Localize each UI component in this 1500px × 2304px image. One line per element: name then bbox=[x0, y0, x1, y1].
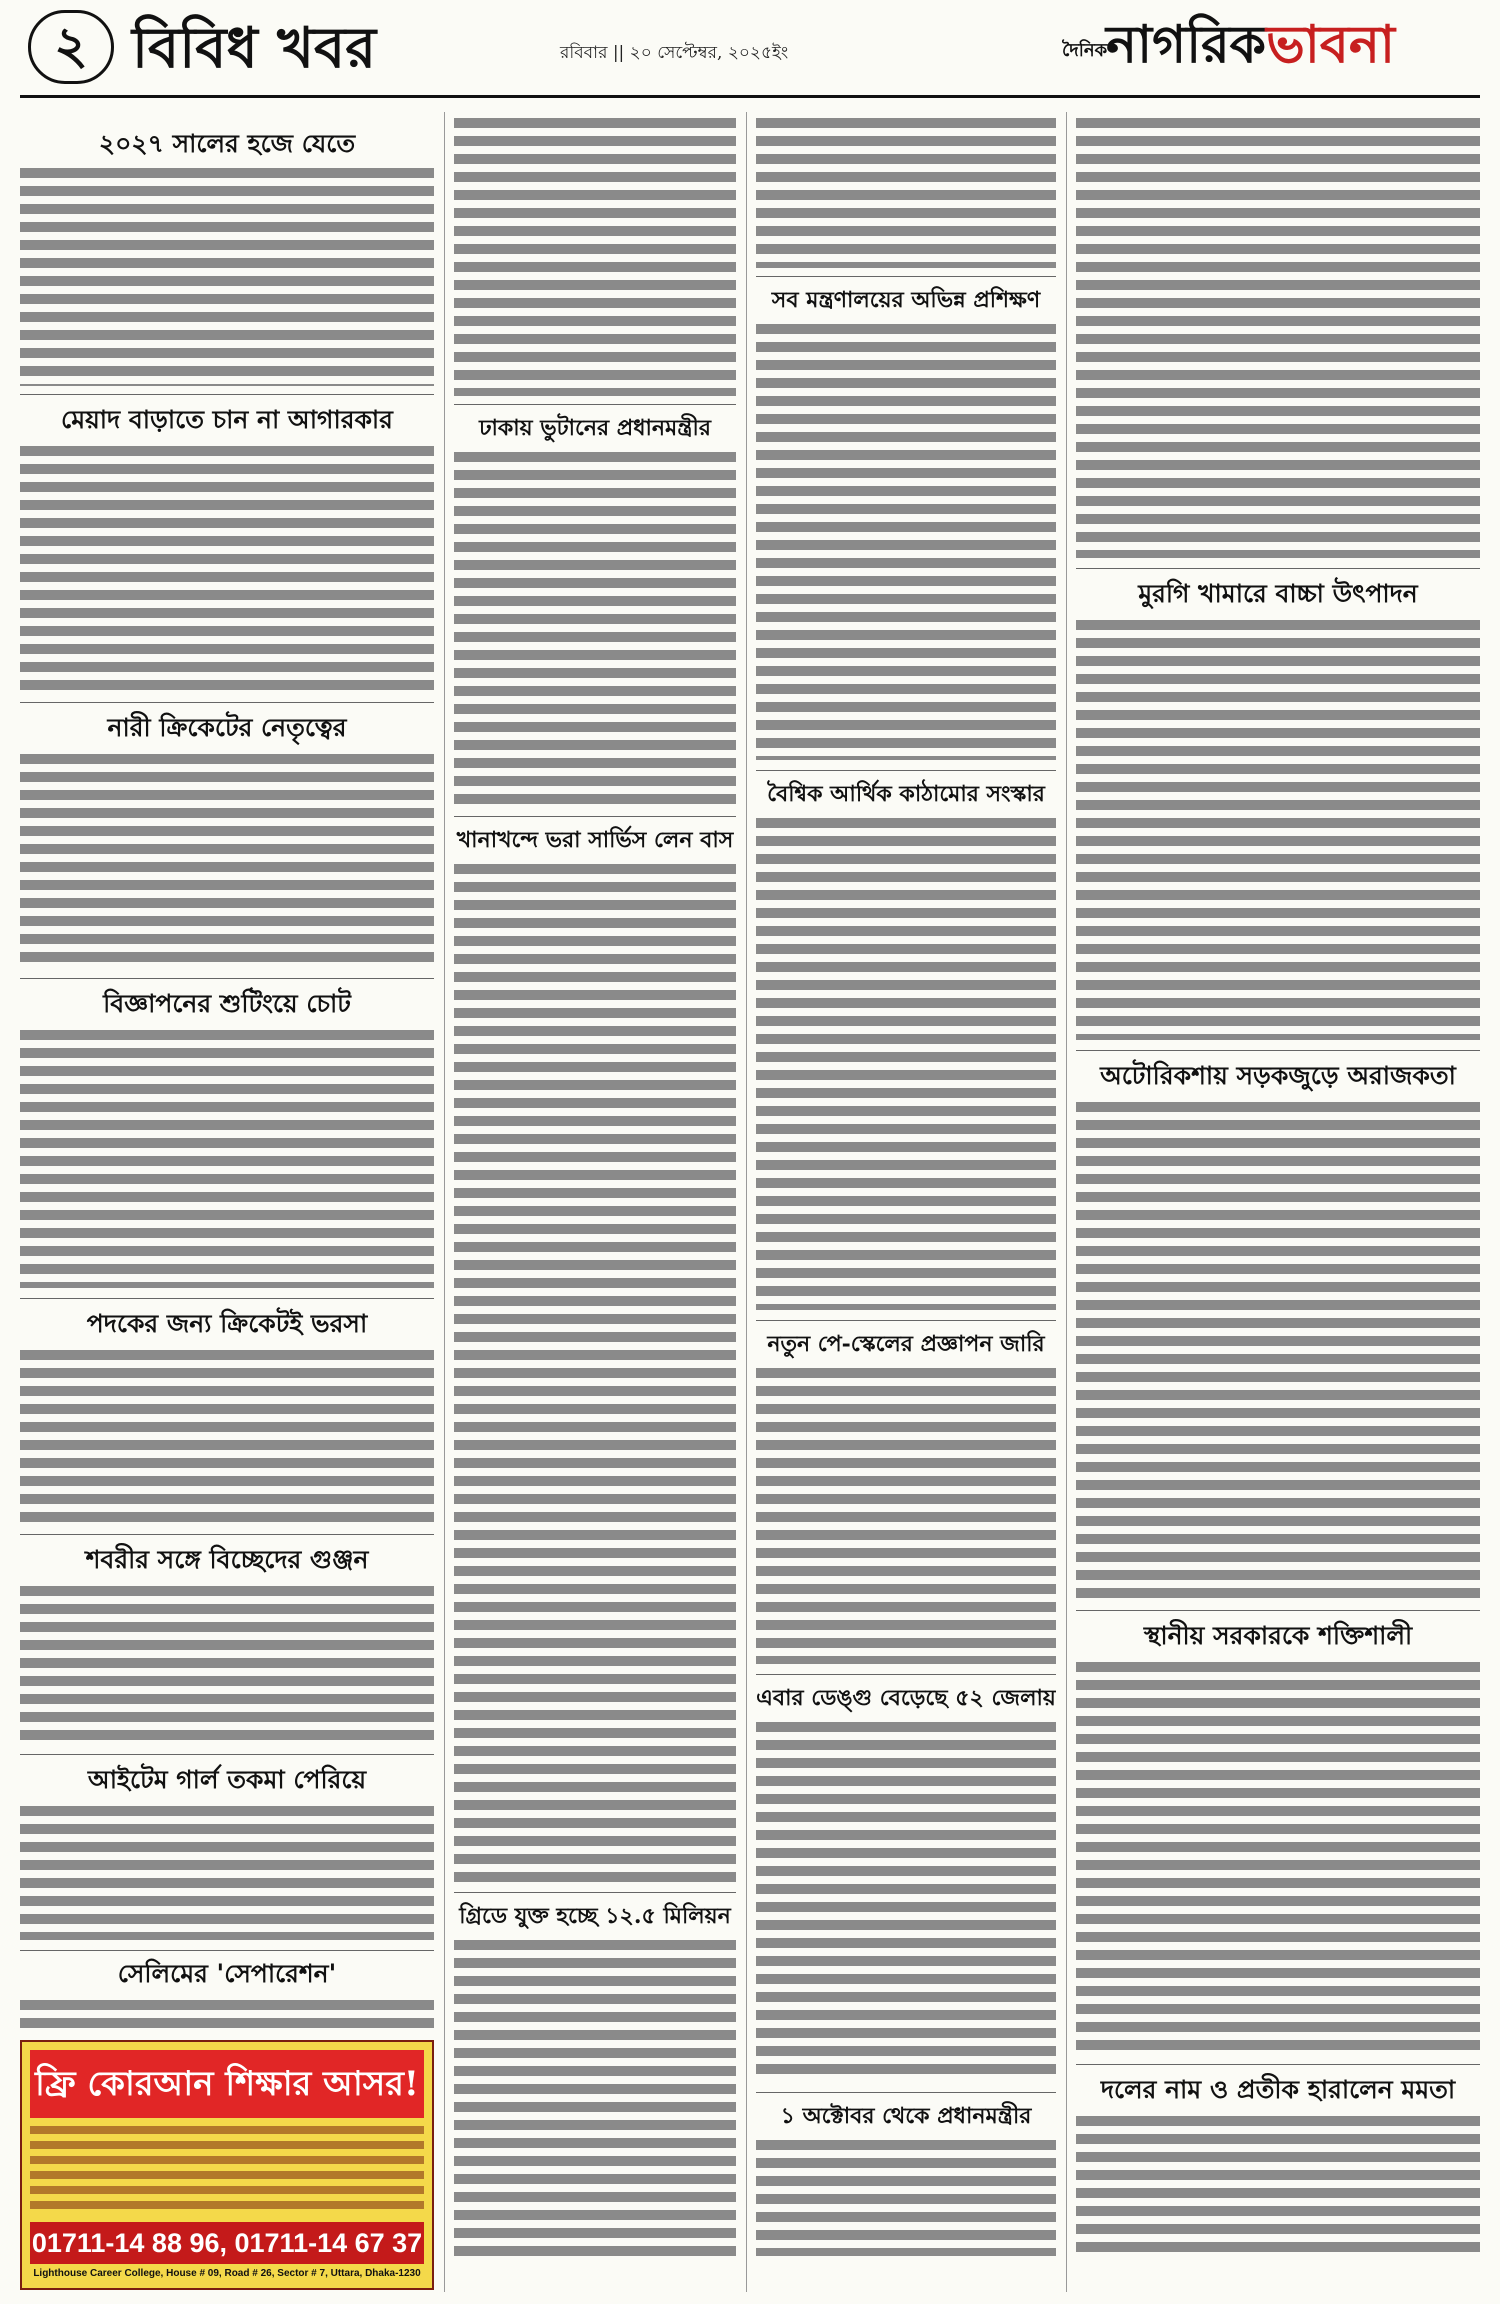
article-body bbox=[20, 2000, 434, 2030]
page-header bbox=[0, 0, 1500, 95]
article-headline: গ্রিডে যুক্ত হচ্ছে ১২.৫ মিলিয়ন bbox=[459, 1903, 731, 1929]
article-body bbox=[1076, 118, 1480, 558]
article-body bbox=[1076, 1662, 1480, 2054]
article-headline: নতুন পে-স্কেলের প্রজ্ঞাপন জারি bbox=[767, 1331, 1045, 1357]
article-body bbox=[20, 1350, 434, 1524]
article-separator bbox=[20, 1950, 434, 1951]
issue-date: রবিবার || ২০ সেপ্টেম্বর, ২০২৫ইং bbox=[560, 43, 789, 63]
article-headline: নারী ক্রিকেটের নেতৃত্বের bbox=[107, 713, 347, 742]
article-headline: এবার ডেঙ্গু বেড়েছে ৫২ জেলায় bbox=[756, 1685, 1056, 1711]
logo-wordmark bbox=[1106, 14, 1395, 76]
ad-banner: ফ্রি কোরআন শিক্ষার আসর! bbox=[30, 2050, 424, 2118]
article-separator bbox=[454, 404, 736, 405]
column-divider bbox=[1066, 112, 1067, 2292]
article-body bbox=[20, 1586, 434, 1744]
logo-accent: ভাবনা bbox=[1266, 14, 1395, 75]
column-divider bbox=[444, 112, 445, 2292]
article-separator bbox=[1076, 1050, 1480, 1051]
article-headline: ২০২৭ সালের হজে যেতে bbox=[98, 129, 356, 158]
article-body bbox=[454, 118, 736, 396]
article-body bbox=[756, 818, 1056, 1310]
article-separator bbox=[756, 1674, 1056, 1675]
page-number: ২ bbox=[28, 10, 114, 84]
column-c bbox=[756, 112, 1056, 2262]
article-headline: বিজ্ঞাপনের শুটিংয়ে চোট bbox=[103, 989, 351, 1018]
article-headline: মুরগি খামারে বাচ্চা উৎপাদন bbox=[1138, 579, 1418, 608]
article-headline: সেলিমের 'সেপারেশন' bbox=[117, 1959, 337, 1988]
article-separator bbox=[756, 1320, 1056, 1321]
ad-phone: 01711-14 88 96, 01711-14 67 37 bbox=[30, 2222, 424, 2264]
article-separator bbox=[20, 1534, 434, 1535]
article-separator bbox=[454, 816, 736, 817]
article-separator bbox=[756, 770, 1056, 771]
quran-school-advertisement bbox=[20, 2040, 434, 2290]
article-separator bbox=[1076, 568, 1480, 569]
header-rule bbox=[20, 95, 1480, 98]
article-body bbox=[20, 1806, 434, 1940]
article-body bbox=[20, 754, 434, 968]
article-body bbox=[756, 1368, 1056, 1664]
article-separator bbox=[454, 1892, 736, 1893]
article-separator bbox=[1076, 2064, 1480, 2065]
article-body bbox=[756, 118, 1056, 268]
column-b bbox=[454, 112, 736, 2262]
newspaper-logo bbox=[1062, 8, 1482, 88]
article-body bbox=[20, 168, 434, 386]
article-headline: আইটেম গার্ল তকমা পেরিয়ে bbox=[87, 1765, 367, 1794]
article-headline: বৈশ্বিক আর্থিক কাঠামোর সংস্কার bbox=[767, 781, 1045, 807]
article-headline: দলের নাম ও প্রতীক হারালেন মমতা bbox=[1100, 2075, 1456, 2104]
article-body bbox=[1076, 2116, 1480, 2256]
article-headline: খানাখন্দে ভরা সার্ভিস লেন বাস bbox=[456, 827, 734, 853]
article-headline: সব মন্ত্রণালয়ের অভিন্ন প্রশিক্ষণ bbox=[771, 287, 1041, 313]
article-body bbox=[454, 452, 736, 806]
logo-prefix: দৈনিক bbox=[1062, 40, 1108, 61]
article-separator bbox=[20, 1754, 434, 1755]
article-separator bbox=[20, 1298, 434, 1299]
article-body bbox=[1076, 620, 1480, 1040]
column-a bbox=[20, 112, 434, 2262]
article-separator bbox=[20, 978, 434, 979]
article-separator bbox=[20, 702, 434, 703]
article-body bbox=[20, 446, 434, 692]
article-separator bbox=[756, 276, 1056, 277]
article-separator bbox=[20, 394, 434, 395]
article-separator bbox=[756, 2092, 1056, 2093]
article-headline: স্থানীয় সরকারকে শক্তিশালী bbox=[1143, 1621, 1413, 1650]
ad-details bbox=[30, 2126, 424, 2212]
column-d bbox=[1076, 112, 1480, 2262]
article-body bbox=[454, 1940, 736, 2256]
article-headline: শবরীর সঙ্গে বিচ্ছেদের গুঞ্জন bbox=[85, 1545, 369, 1574]
article-body bbox=[756, 2140, 1056, 2256]
article-body bbox=[1076, 1102, 1480, 1600]
article-separator bbox=[1076, 1610, 1480, 1611]
article-body bbox=[756, 1722, 1056, 2082]
article-headline: ১ অক্টোবর থেকে প্রধানমন্ত্রীর bbox=[780, 2103, 1032, 2129]
article-headline: ঢাকায় ভুটানের প্রধানমন্ত্রীর bbox=[479, 415, 711, 441]
article-headline: পদকের জন্য ক্রিকেটই ভরসা bbox=[86, 1309, 368, 1338]
article-body bbox=[454, 864, 736, 1882]
article-headline: অটোরিকশায় সড়কজুড়ে অরাজকতা bbox=[1100, 1061, 1456, 1090]
ad-address: Lighthouse Career College, House # 09, Road # 26, Sector # 7, Uttara, Dhaka-1230 bbox=[33, 2268, 421, 2279]
article-body bbox=[20, 1030, 434, 1288]
article-headline: মেয়াদ বাড়াতে চান না আগারকার bbox=[61, 405, 393, 434]
column-divider bbox=[746, 112, 747, 2292]
logo-main: নাগরিক bbox=[1106, 14, 1267, 75]
section-title: বিবিধ খবর bbox=[132, 15, 377, 81]
article-body bbox=[756, 324, 1056, 760]
